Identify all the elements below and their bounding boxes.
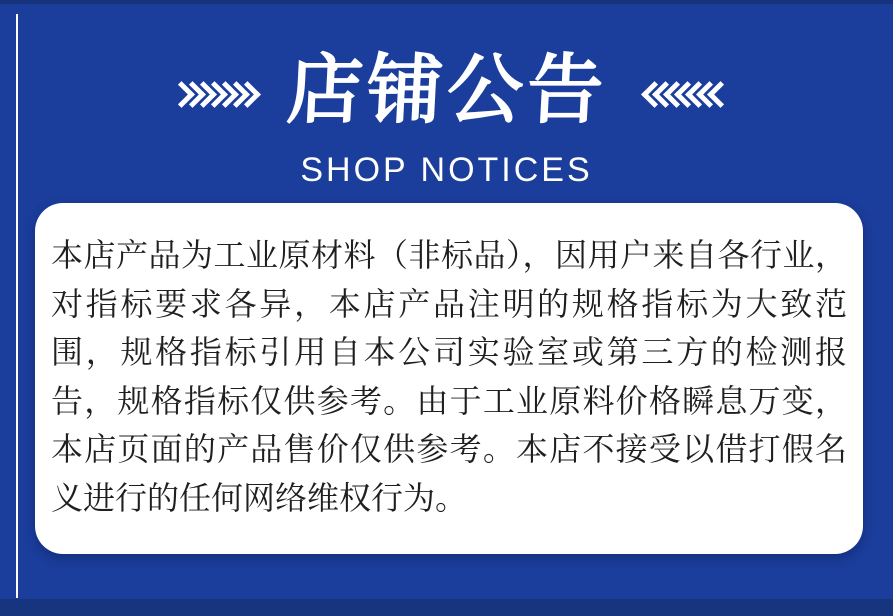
notice-card [35, 203, 863, 554]
chevrons-right-group [172, 85, 249, 104]
banner-header [0, 0, 893, 190]
top-edge-strip [0, 0, 893, 4]
title-row [0, 48, 893, 134]
page-title: 店铺公告 [284, 48, 609, 133]
page-subtitle: SHOP NOTICES [300, 151, 593, 189]
notice-text: 本店产品为工业原材料（非标品），因用户来自各行业，对指标要求各异，本店产品注明的规格指标为大致范围，规格指标引用自本公司实验室或第三方的检测报告，规格指标仅供参考。由于工业原料价格瞬息万变，本店页面的产品售价仅供参考。本店不接受以借打假名义进行的任何网络维权行为。 [51, 236, 847, 517]
chevrons-left-group [645, 85, 722, 104]
left-border-line [16, 14, 18, 598]
bottom-edge-strip [0, 599, 893, 616]
